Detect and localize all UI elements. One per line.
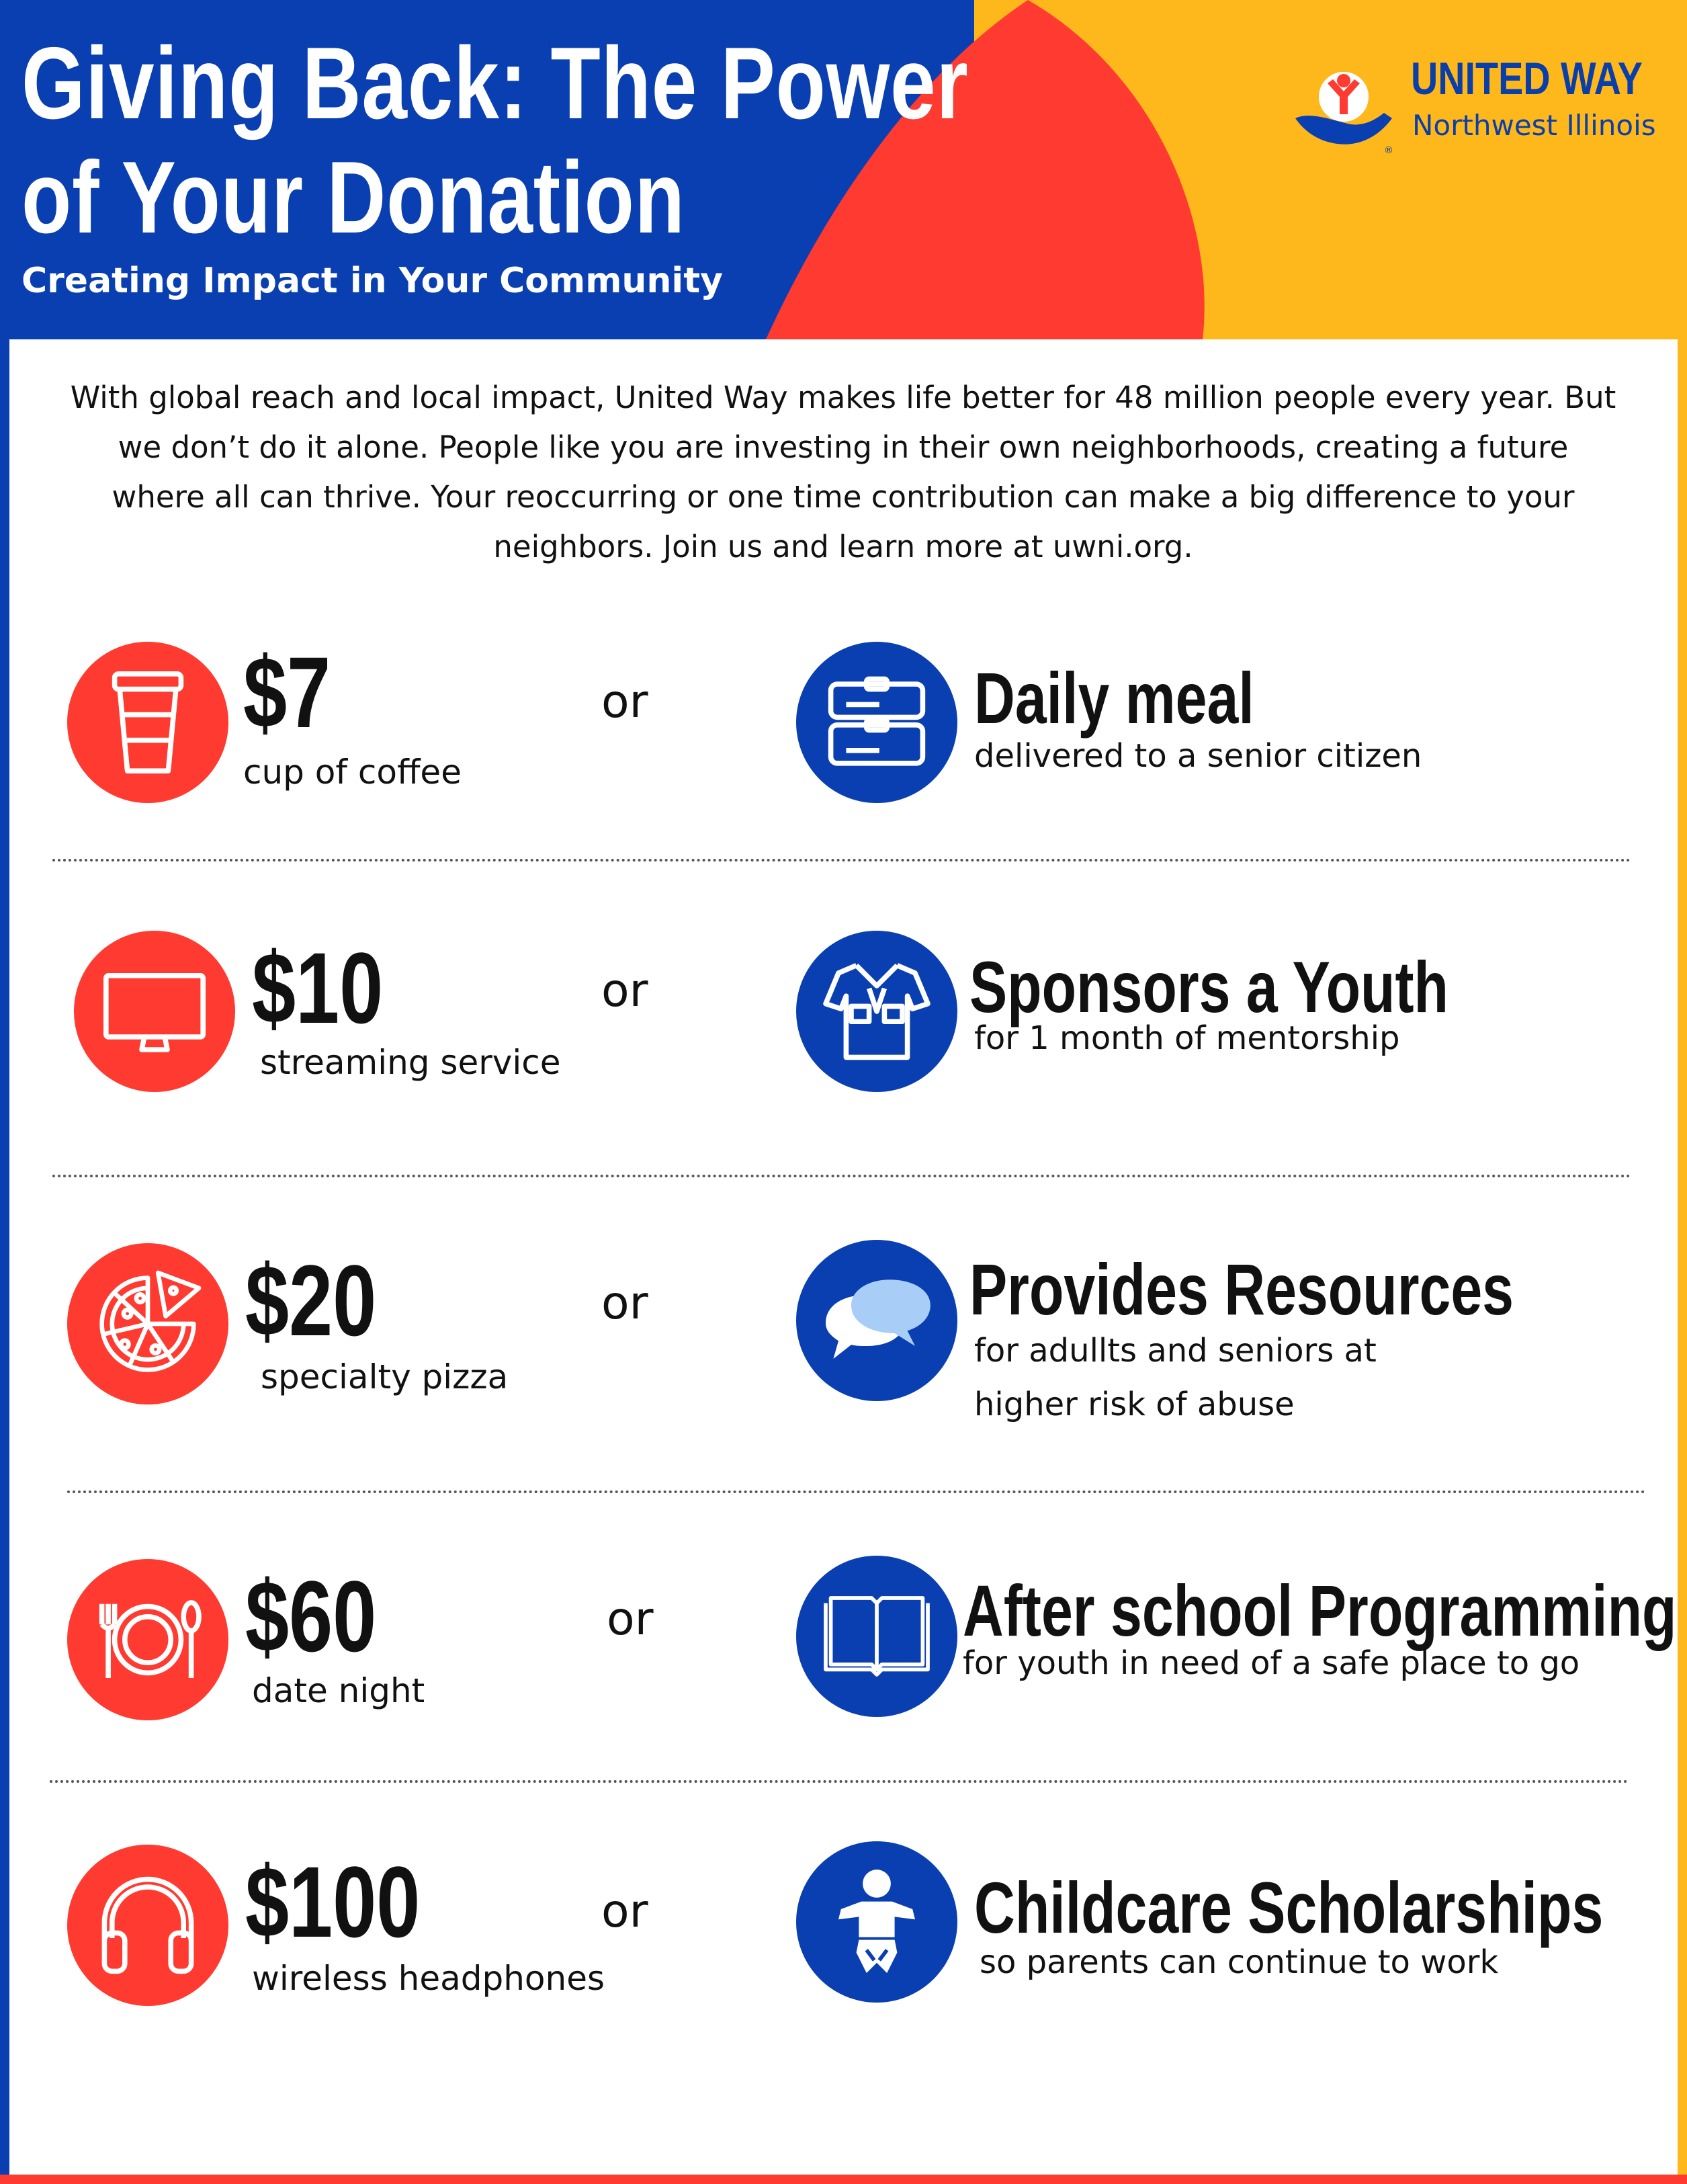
- impact-heading: After school Programming: [963, 1570, 1677, 1651]
- united-way-hand-icon: [1283, 39, 1404, 160]
- dinner-plate-icon: [67, 1559, 228, 1720]
- price-amount: $100: [245, 1845, 421, 1958]
- speech-bubbles-icon: [796, 1240, 957, 1401]
- row-divider: [50, 1780, 1629, 1783]
- page-title-line-1: Giving Back: The Power: [21, 26, 969, 140]
- intro-paragraph: With global reach and local impact, United Way makes life better for 48 million people every year. But we don’t do it alone. People like you are investing in their own neighborhoods, creating a future where all can thrive. Your reoccurring or one time contribution can make a big difference to your neighbors. Join us and learn more at uwni.org.: [70, 380, 1616, 564]
- logo-region: Northwest Illinois: [1412, 109, 1656, 142]
- pizza-icon: [67, 1243, 228, 1404]
- impact-description-line-1: so parents can continue to work: [980, 1943, 1499, 1981]
- or-connector: or: [601, 1277, 648, 1330]
- shirt-icon: [796, 931, 957, 1092]
- price-label: specialty pizza: [261, 1357, 509, 1396]
- page-subtitle: Creating Impact in Your Community: [21, 261, 724, 301]
- baby-icon: [796, 1841, 957, 2003]
- headphones-icon: [67, 1845, 228, 2006]
- price-label: streaming service: [260, 1043, 561, 1082]
- or-connector: or: [601, 675, 648, 728]
- price-amount: $60: [245, 1560, 377, 1673]
- row-divider: [67, 1490, 1646, 1493]
- or-connector: or: [601, 1885, 648, 1938]
- impact-description-line-1: for youth in need of a safe place to go: [963, 1644, 1580, 1682]
- impact-description-line-1: for adullts and seniors at: [974, 1332, 1377, 1370]
- impact-heading: Sponsors a Youth: [969, 946, 1449, 1027]
- impact-heading: Provides Resources: [969, 1249, 1514, 1330]
- impact-heading: Daily meal: [974, 657, 1254, 739]
- united-way-logo[interactable]: [1283, 39, 1659, 160]
- price-label: date night: [252, 1671, 425, 1710]
- row-divider: [52, 859, 1631, 862]
- or-connector: or: [607, 1593, 654, 1646]
- or-connector: or: [601, 964, 648, 1017]
- donation-row-5: [0, 1841, 1687, 2043]
- row-divider: [52, 1175, 1631, 1177]
- donation-row-3: [0, 1240, 1687, 1441]
- donation-row-1: [0, 635, 1687, 837]
- price-amount: $7: [243, 636, 331, 749]
- impact-heading: Childcare Scholarships: [974, 1867, 1604, 1948]
- donation-row-2: [0, 927, 1687, 1129]
- open-book-icon: [796, 1556, 957, 1717]
- impact-description-line-1: for 1 month of mentorship: [974, 1019, 1400, 1057]
- donation-row-4: [0, 1556, 1687, 1757]
- price-amount: $20: [245, 1244, 377, 1357]
- price-label: wireless headphones: [252, 1959, 605, 1998]
- page-title-line-2: of Your Donation: [21, 140, 685, 255]
- impact-description-line-1: delivered to a senior citizen: [974, 737, 1422, 775]
- coffee-cup-icon: [67, 642, 228, 803]
- price-amount: $10: [252, 931, 384, 1044]
- impact-description-line-2: higher risk of abuse: [974, 1386, 1295, 1423]
- registered-mark: ®: [1384, 145, 1393, 156]
- tv-icon: [74, 931, 235, 1092]
- price-label: cup of coffee: [243, 753, 462, 792]
- meal-container-icon: [796, 642, 957, 803]
- logo-name: UNITED WAY: [1411, 53, 1643, 104]
